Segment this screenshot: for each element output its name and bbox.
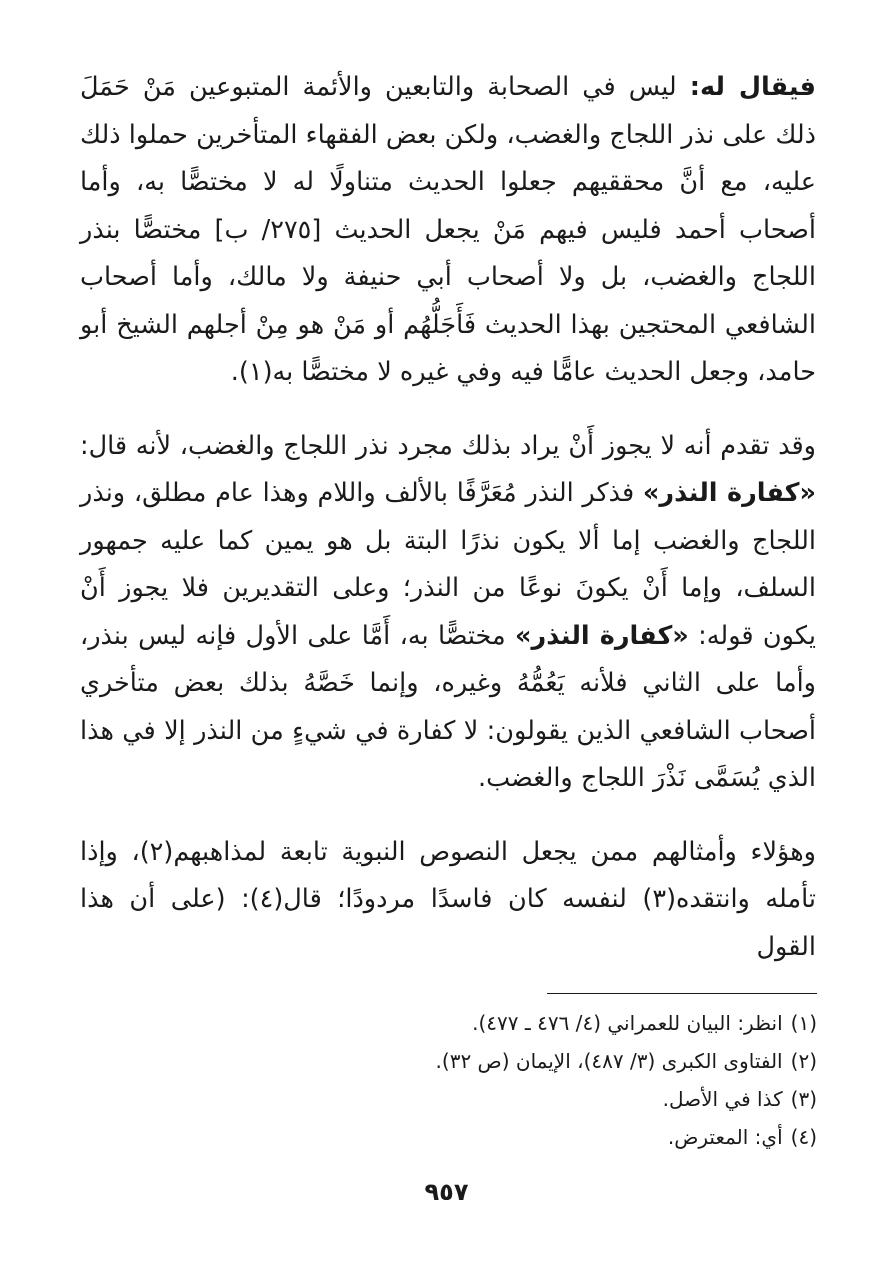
footnote-divider — [547, 993, 817, 994]
paragraph-text: مختصًّا به، أَمَّا على الأول فإنه ليس بنذر، وأما على الثاني فلأنه يَعُمُّهُ وغيره، وإنما خَصَّهُ بذلك بعض متأخري أصحاب الشافعي الذين يقولون: لا كفارة في شيءٍ من النذر إلا في هذا الذي يُسَمَّى نَذْرَ اللجاج والغضب. — [80, 620, 816, 793]
footnote-item — [81, 1004, 817, 1042]
footnote-number: (٣) — [790, 1087, 817, 1111]
footnote-item — [81, 1080, 817, 1118]
paragraph-2 — [80, 423, 816, 803]
footnote-item — [81, 1042, 817, 1080]
quoted-phrase: «كفارة النذر» — [515, 620, 689, 651]
page-body — [80, 64, 816, 997]
paragraph-lead: فيقال له: — [689, 72, 816, 102]
footnote-number: (٤) — [790, 1125, 817, 1149]
footnote-text: انظر: البيان للعمراني (٤/ ٤٧٦ ـ ٤٧٧). — [472, 1011, 783, 1035]
footnote-text: الفتاوى الكبرى (٣/ ٤٨٧)، الإيمان (ص ٣٢). — [435, 1049, 783, 1073]
page-number: ٩٥٧ — [424, 1178, 469, 1206]
paragraph-text: ليس في الصحابة والتابعين والأئمة المتبوعين مَنْ حَمَلَ ذلك على نذر اللجاج والغضب، ولكن بعض الفقهاء المتأخرين حملوا ذلك عليه، مع أنَّ محققيهم جعلوا الحديث متناولًا له لا مختصًّا به، وأما أصحاب أحمد فليس فيهم مَنْ يجعل الحديث [٢٧٥/ ب] مختصًّا بنذر اللجاج والغضب، بل ولا أصحاب أبي حنيفة ولا مالك، وأما أصحاب الشافعي المحتجين بهذا الحديث فَأَجَلُّهُم أو مَنْ هو مِنْ أجلهم الشيخ أبو حامد، وجعل الحديث عامًّا فيه وفي غيره لا مختصًّا به(١). — [80, 72, 816, 387]
footnotes — [81, 1004, 817, 1156]
footnote-text: أي: المعترض. — [667, 1125, 783, 1149]
paragraph-text: فذكر النذر مُعَرَّفًا بالألف واللام وهذا عام مطلق، ونذر اللجاج والغضب إما ألا يكون نذرًا البتة بل هو يمين كما عليه جمهور السلف، وإما أَنْ يكونَ نوعًا من النذر؛ وعلى التقديرين فلا يجوز أَنْ يكون قوله: — [80, 478, 817, 651]
quoted-phrase: «كفارة النذر» — [642, 478, 816, 508]
footnote-item — [81, 1118, 817, 1156]
paragraph-1 — [80, 64, 816, 397]
footnote-text: كذا في الأصل. — [662, 1087, 783, 1111]
footnote-number: (٢) — [790, 1049, 817, 1073]
paragraph-text: وهؤلاء وأمثالهم ممن يجعل النصوص النبوية تابعة لمذاهبهم(٢)، وإذا تأمله وانتقده(٣) لنفسه كان فاسدًا مردودًا؛ قال(٤): (على أن هذا القول — [80, 836, 816, 962]
footnote-number: (١) — [790, 1011, 817, 1035]
paragraph-3 — [80, 829, 816, 972]
paragraph-text: وقد تقدم أنه لا يجوز أَنْ يراد بذلك مجرد نذر اللجاج والغضب، لأنه قال: — [80, 430, 816, 461]
